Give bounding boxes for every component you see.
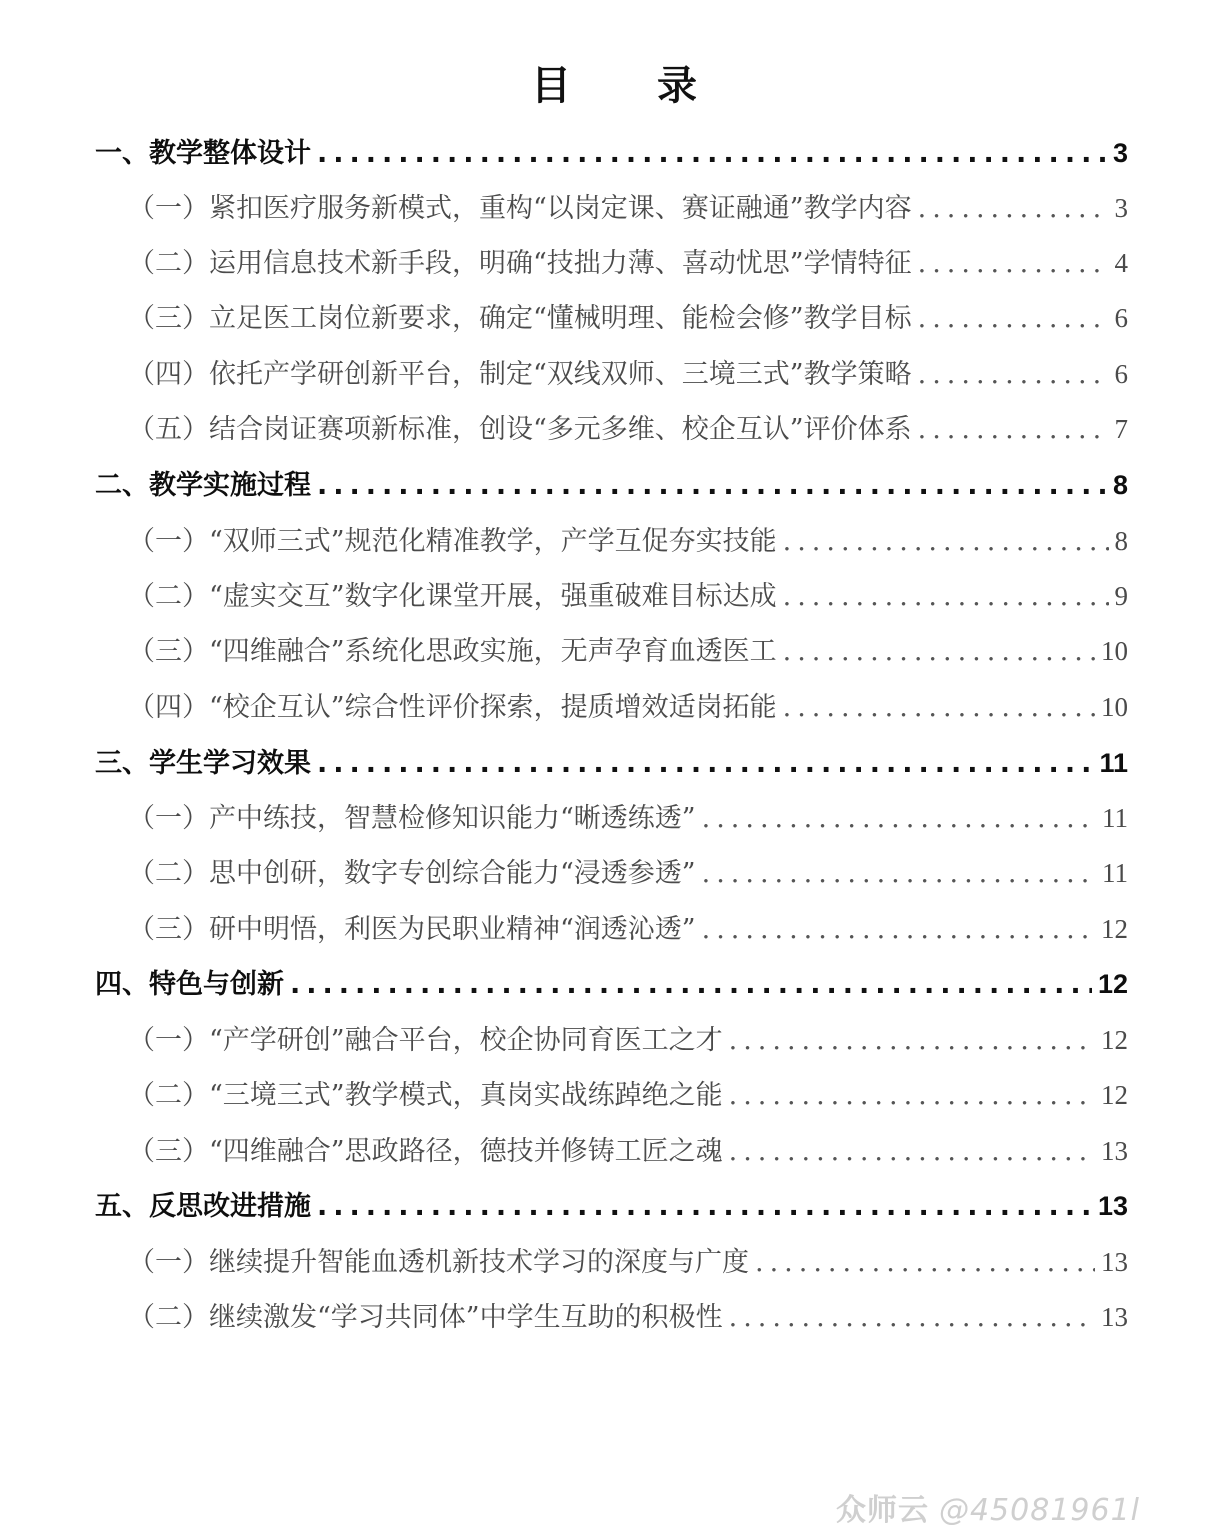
toc-entry-label: （一）紧扣医疗服务新模式，重构“以岗定课、赛证融通”教学内容 <box>128 193 912 224</box>
toc-subentry[interactable] <box>128 1126 1128 1176</box>
dot-leader <box>783 517 1109 567</box>
toc-page-number: 10 <box>1101 692 1128 722</box>
toc-heading[interactable] <box>95 460 1128 510</box>
watermark <box>836 1485 1140 1529</box>
toc-entry-label: （二）运用信息技术新手段，明确“技拙力薄、喜动忧思”学情特征 <box>128 248 912 279</box>
toc-entry-label: （五）结合岗证赛项新标准，创设“多元多维、校企互认”评价体系 <box>128 414 912 445</box>
dot-leader <box>317 129 1107 179</box>
toc-subentry[interactable] <box>128 293 1128 343</box>
watermark-handle: @45081961l <box>938 1493 1140 1528</box>
toc-entry-label: 五、反思改进措施 <box>95 1191 311 1222</box>
toc-entry-label: （一）“产学研创”融合平台，校企协同育医工之才 <box>128 1025 723 1056</box>
toc-title: 目 录 <box>531 63 733 109</box>
dot-leader <box>729 1071 1095 1121</box>
dot-leader <box>290 960 1092 1010</box>
dot-leader <box>783 627 1095 677</box>
toc-page-number: 11 <box>1102 803 1128 833</box>
toc-subentry[interactable] <box>128 626 1128 676</box>
dot-leader <box>317 739 1093 789</box>
toc-entry-label: （三）“四维融合”系统化思政实施，无声孕育血透医工 <box>128 636 777 667</box>
toc-page-number: 12 <box>1101 1025 1128 1055</box>
toc-entry-label: （一）产中练技，智慧检修知识能力“晰透练透” <box>128 803 696 834</box>
toc-subentry[interactable] <box>128 183 1128 233</box>
toc-heading[interactable] <box>95 959 1128 1009</box>
toc-page-number: 8 <box>1112 470 1128 500</box>
dot-leader <box>918 405 1109 455</box>
toc-subentry[interactable] <box>128 238 1128 288</box>
toc-entry-label: （三）立足医工岗位新要求，确定“懂械明理、能检会修”教学目标 <box>128 303 912 334</box>
toc-subentry[interactable] <box>128 848 1128 898</box>
toc-entry-label: （二）思中创研，数字专创综合能力“浸透参透” <box>128 858 696 889</box>
toc-heading[interactable] <box>95 1181 1128 1231</box>
toc-subentry[interactable] <box>128 904 1128 954</box>
dot-leader <box>918 184 1109 234</box>
toc-page-number: 3 <box>1114 193 1128 223</box>
toc-subentry[interactable] <box>128 793 1128 843</box>
toc-entry-label: （二）“三境三式”教学模式，真岗实战练踔绝之能 <box>128 1080 723 1111</box>
toc-subentry[interactable] <box>128 1070 1128 1120</box>
toc-subentry[interactable] <box>128 349 1128 399</box>
toc-page-number: 7 <box>1114 414 1128 444</box>
toc-entry-label: （一）“双师三式”规范化精准教学，产学互促夯实技能 <box>128 526 777 557</box>
dot-leader <box>702 794 1096 844</box>
toc-entry-label: （三）“四维融合”思政路径，德技并修铸工匠之魂 <box>128 1136 723 1167</box>
toc-subentry[interactable] <box>128 404 1128 454</box>
toc-entry-label: （二）“虚实交互”数字化课堂开展，强重破难目标达成 <box>128 581 777 612</box>
toc-entry-label: （四）依托产学研创新平台，制定“双线双师、三境三式”教学策略 <box>128 359 912 390</box>
toc-entry-label: （二）继续激发“学习共同体”中学生互助的积极性 <box>128 1302 723 1333</box>
toc-subentry[interactable] <box>128 1237 1128 1287</box>
dot-leader <box>702 905 1095 955</box>
toc-subentry[interactable] <box>128 1015 1128 1065</box>
toc-page-number: 12 <box>1101 914 1128 944</box>
dot-leader <box>783 683 1095 733</box>
dot-leader <box>702 849 1096 899</box>
toc-page-number: 3 <box>1112 138 1128 168</box>
toc-entry-label: 一、教学整体设计 <box>95 138 311 169</box>
toc-page-number: 6 <box>1114 303 1128 333</box>
toc-page-number: 13 <box>1101 1302 1128 1332</box>
dot-leader <box>729 1127 1095 1177</box>
toc-subentry[interactable] <box>128 1292 1128 1342</box>
toc-page-number: 6 <box>1114 359 1128 389</box>
toc-entry-label: 三、学生学习效果 <box>95 748 311 779</box>
toc-page-number: 4 <box>1114 248 1128 278</box>
toc-page-number: 12 <box>1101 1080 1128 1110</box>
toc-page-number: 8 <box>1114 526 1128 556</box>
toc-page-number: 11 <box>1099 748 1128 778</box>
toc-entry-label: 四、特色与创新 <box>95 969 284 1000</box>
dot-leader <box>729 1016 1095 1066</box>
dot-leader <box>317 1182 1092 1232</box>
dot-leader <box>918 350 1109 400</box>
toc-entry-label: 二、教学实施过程 <box>95 470 311 501</box>
toc-page-number: 11 <box>1102 858 1128 888</box>
toc-heading[interactable] <box>95 738 1128 788</box>
toc-subentry[interactable] <box>128 682 1128 732</box>
toc-entry-label: （三）研中明悟，利医为民职业精神“润透沁透” <box>128 914 696 945</box>
toc-page-number: 13 <box>1101 1247 1128 1277</box>
dot-leader <box>918 239 1109 289</box>
dot-leader <box>755 1238 1095 1288</box>
toc-page-number: 9 <box>1114 581 1128 611</box>
toc-page-number: 13 <box>1101 1136 1128 1166</box>
toc-heading[interactable] <box>95 128 1128 178</box>
dot-leader <box>317 461 1107 511</box>
toc-subentry[interactable] <box>128 516 1128 566</box>
toc-page-number: 13 <box>1097 1191 1128 1221</box>
dot-leader <box>783 572 1109 622</box>
toc-page-number: 10 <box>1101 636 1128 666</box>
toc-entry-label: （四）“校企互认”综合性评价探索，提质增效适岗拓能 <box>128 692 777 723</box>
dot-leader <box>729 1293 1095 1343</box>
toc-subentry[interactable] <box>128 571 1128 621</box>
toc-entry-label: （一）继续提升智能血透机新技术学习的深度与广度 <box>128 1247 749 1278</box>
toc-page-number: 12 <box>1097 969 1128 999</box>
watermark-brand: 众师云 <box>835 1493 929 1528</box>
dot-leader <box>918 294 1109 344</box>
